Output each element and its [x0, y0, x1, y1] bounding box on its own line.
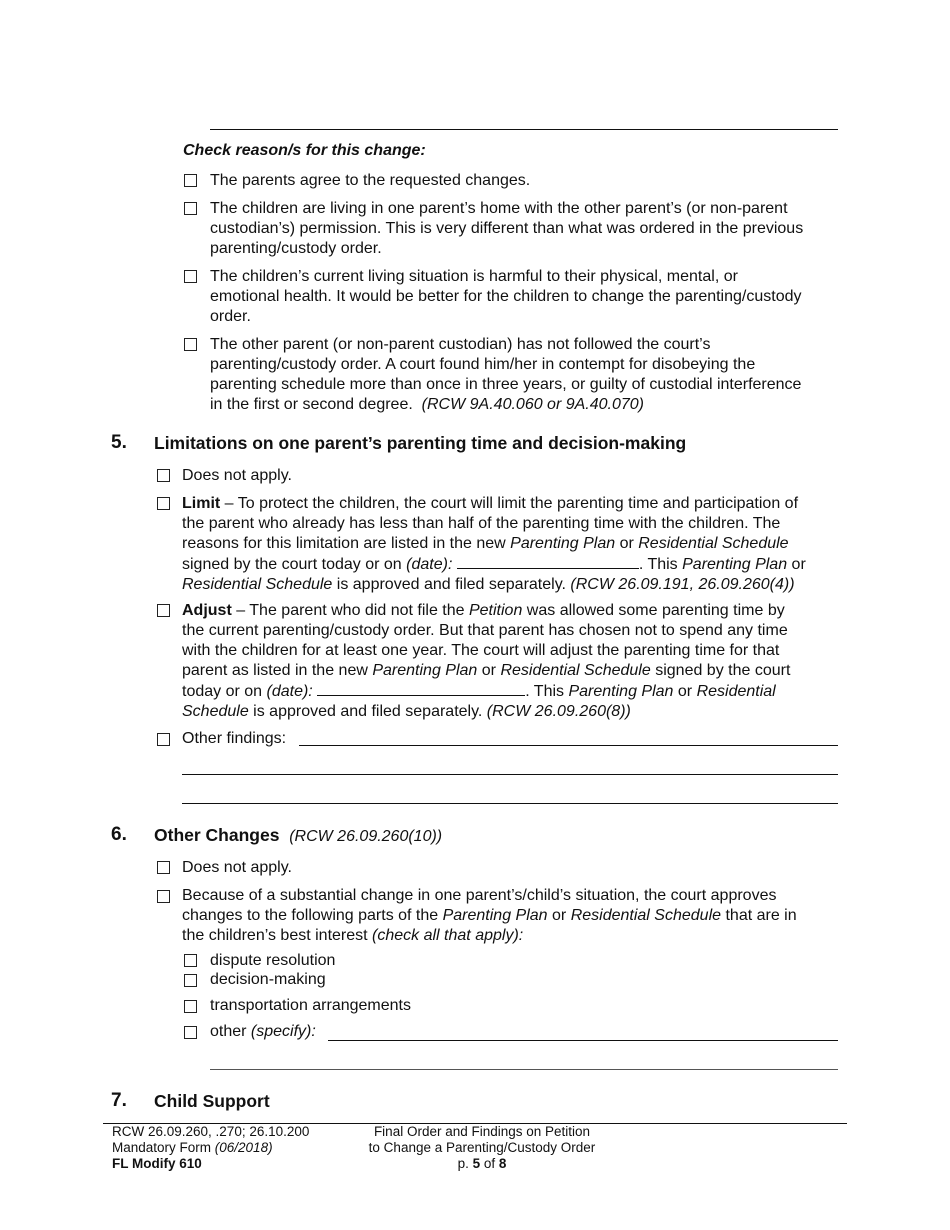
checkbox-other-specify[interactable]: [184, 1026, 197, 1039]
item-transportation: transportation arrangements: [210, 997, 411, 1014]
item-dispute-resolution: dispute resolution: [210, 952, 336, 969]
s5-other-findings-line-3[interactable]: [182, 803, 838, 804]
item-other-specify: other (specify):: [210, 1023, 316, 1040]
s5-other-findings-line-2[interactable]: [182, 774, 838, 775]
footer-rcw: RCW 26.09.260, .270; 26.10.200: [112, 1124, 310, 1139]
reason-contempt: The other parent (or non-parent custodian) has not followed the court’s parenting/custody order. A court found him/her in contempt for disobeying the parenting schedule more than once in three years, or guilty of custodial interference in the first or second degree. (RCW 9A.40.060 or 9A.40.070): [210, 336, 802, 413]
s5-limit-date-line[interactable]: [457, 554, 639, 569]
checkbox-children-living[interactable]: [184, 202, 197, 215]
other-specify-line[interactable]: [328, 1040, 838, 1041]
checkbox-s6-because[interactable]: [157, 890, 170, 903]
reason-situation-harmful: The children’s current living situation is harmful to their physical, mental, or emotional health. It would be better for the children to change the parenting/custody order.: [210, 268, 802, 325]
top-answer-line: [210, 129, 838, 130]
s5-adjust-text: Adjust – The parent who did not file the Petition was allowed some parenting time by the current parenting/custody order. But that parent has chosen not to spend any time with the children for at least one year. The court will adjust the parenting time for that parent as listed in the new Parenting Plan or Residential Schedule signed by the court today or on (date): . This Parenting Plan or Residential Schedule is approved and filed separately. (RCW 26.09.260(8)): [182, 602, 791, 720]
checkbox-s5-limit[interactable]: [157, 497, 170, 510]
section-5-number: 5.: [111, 432, 127, 453]
other-specify-line-2[interactable]: [210, 1069, 838, 1070]
s6-because-text: Because of a substantial change in one parent’s/child’s situation, the court approves changes to the following parts of the Parenting Plan or Residential Schedule that are in the children’s best interest (check all that apply):: [182, 887, 797, 944]
checkbox-situation-harmful[interactable]: [184, 270, 197, 283]
footer-form-id: FL Modify 610: [112, 1156, 202, 1171]
s6-does-not-apply: Does not apply.: [182, 859, 292, 876]
section-5-title: Limitations on one parent’s parenting time and decision-making: [154, 433, 687, 453]
section-7-title: Child Support: [154, 1091, 270, 1111]
s5-adjust-date-line[interactable]: [317, 681, 525, 696]
footer-mandatory-form: Mandatory Form (06/2018): [112, 1140, 273, 1155]
checkbox-s6-does-not-apply[interactable]: [157, 861, 170, 874]
reason-children-living: The children are living in one parent’s home with the other parent’s (or non-parent custodian’s) permission. This is very different than what was ordered in the previous parenting/custody order.: [210, 200, 804, 257]
section-6-title: Other Changes (RCW 26.09.260(10)): [154, 825, 443, 845]
checkbox-decision-making[interactable]: [184, 974, 197, 987]
footer-title-2: to Change a Parenting/Custody Order: [368, 1140, 596, 1155]
footer-page-number: p. 5 of 8: [457, 1156, 507, 1171]
checkbox-s5-other-findings[interactable]: [157, 733, 170, 746]
footer-title-1: Final Order and Findings on Petition: [373, 1124, 591, 1139]
section-6-citation: (RCW 26.09.260(10)): [289, 828, 443, 845]
checkbox-s5-does-not-apply[interactable]: [157, 469, 170, 482]
section-6-number: 6.: [111, 824, 127, 845]
s5-does-not-apply: Does not apply.: [182, 467, 292, 484]
s5-other-findings-label: Other findings:: [182, 730, 287, 747]
reasons-heading: Check reason/s for this change:: [183, 142, 426, 159]
section-7-number: 7.: [111, 1090, 127, 1111]
checkbox-s5-adjust[interactable]: [157, 604, 170, 617]
reason-parents-agree: The parents agree to the requested changes.: [210, 172, 531, 189]
checkbox-dispute-resolution[interactable]: [184, 954, 197, 967]
item-decision-making: decision-making: [210, 971, 326, 988]
s5-limit-text: Limit – To protect the children, the court will limit the parenting time and participation of the parent who already has less than half of the parenting time with the children. The reasons for this limitation are listed in the new Parenting Plan or Residential Schedule signed by the court today or on (date): . This Parenting Plan or Residential Schedule is approved and filed separately. (RCW 26.09.191, 26.09.260(4)): [182, 495, 806, 593]
checkbox-transportation[interactable]: [184, 1000, 197, 1013]
footer-center: [348, 1124, 616, 1172]
checkbox-contempt[interactable]: [184, 338, 197, 351]
checkbox-parents-agree[interactable]: [184, 174, 197, 187]
footer-left: [112, 1124, 309, 1172]
s5-other-findings-line-1[interactable]: [299, 745, 838, 746]
